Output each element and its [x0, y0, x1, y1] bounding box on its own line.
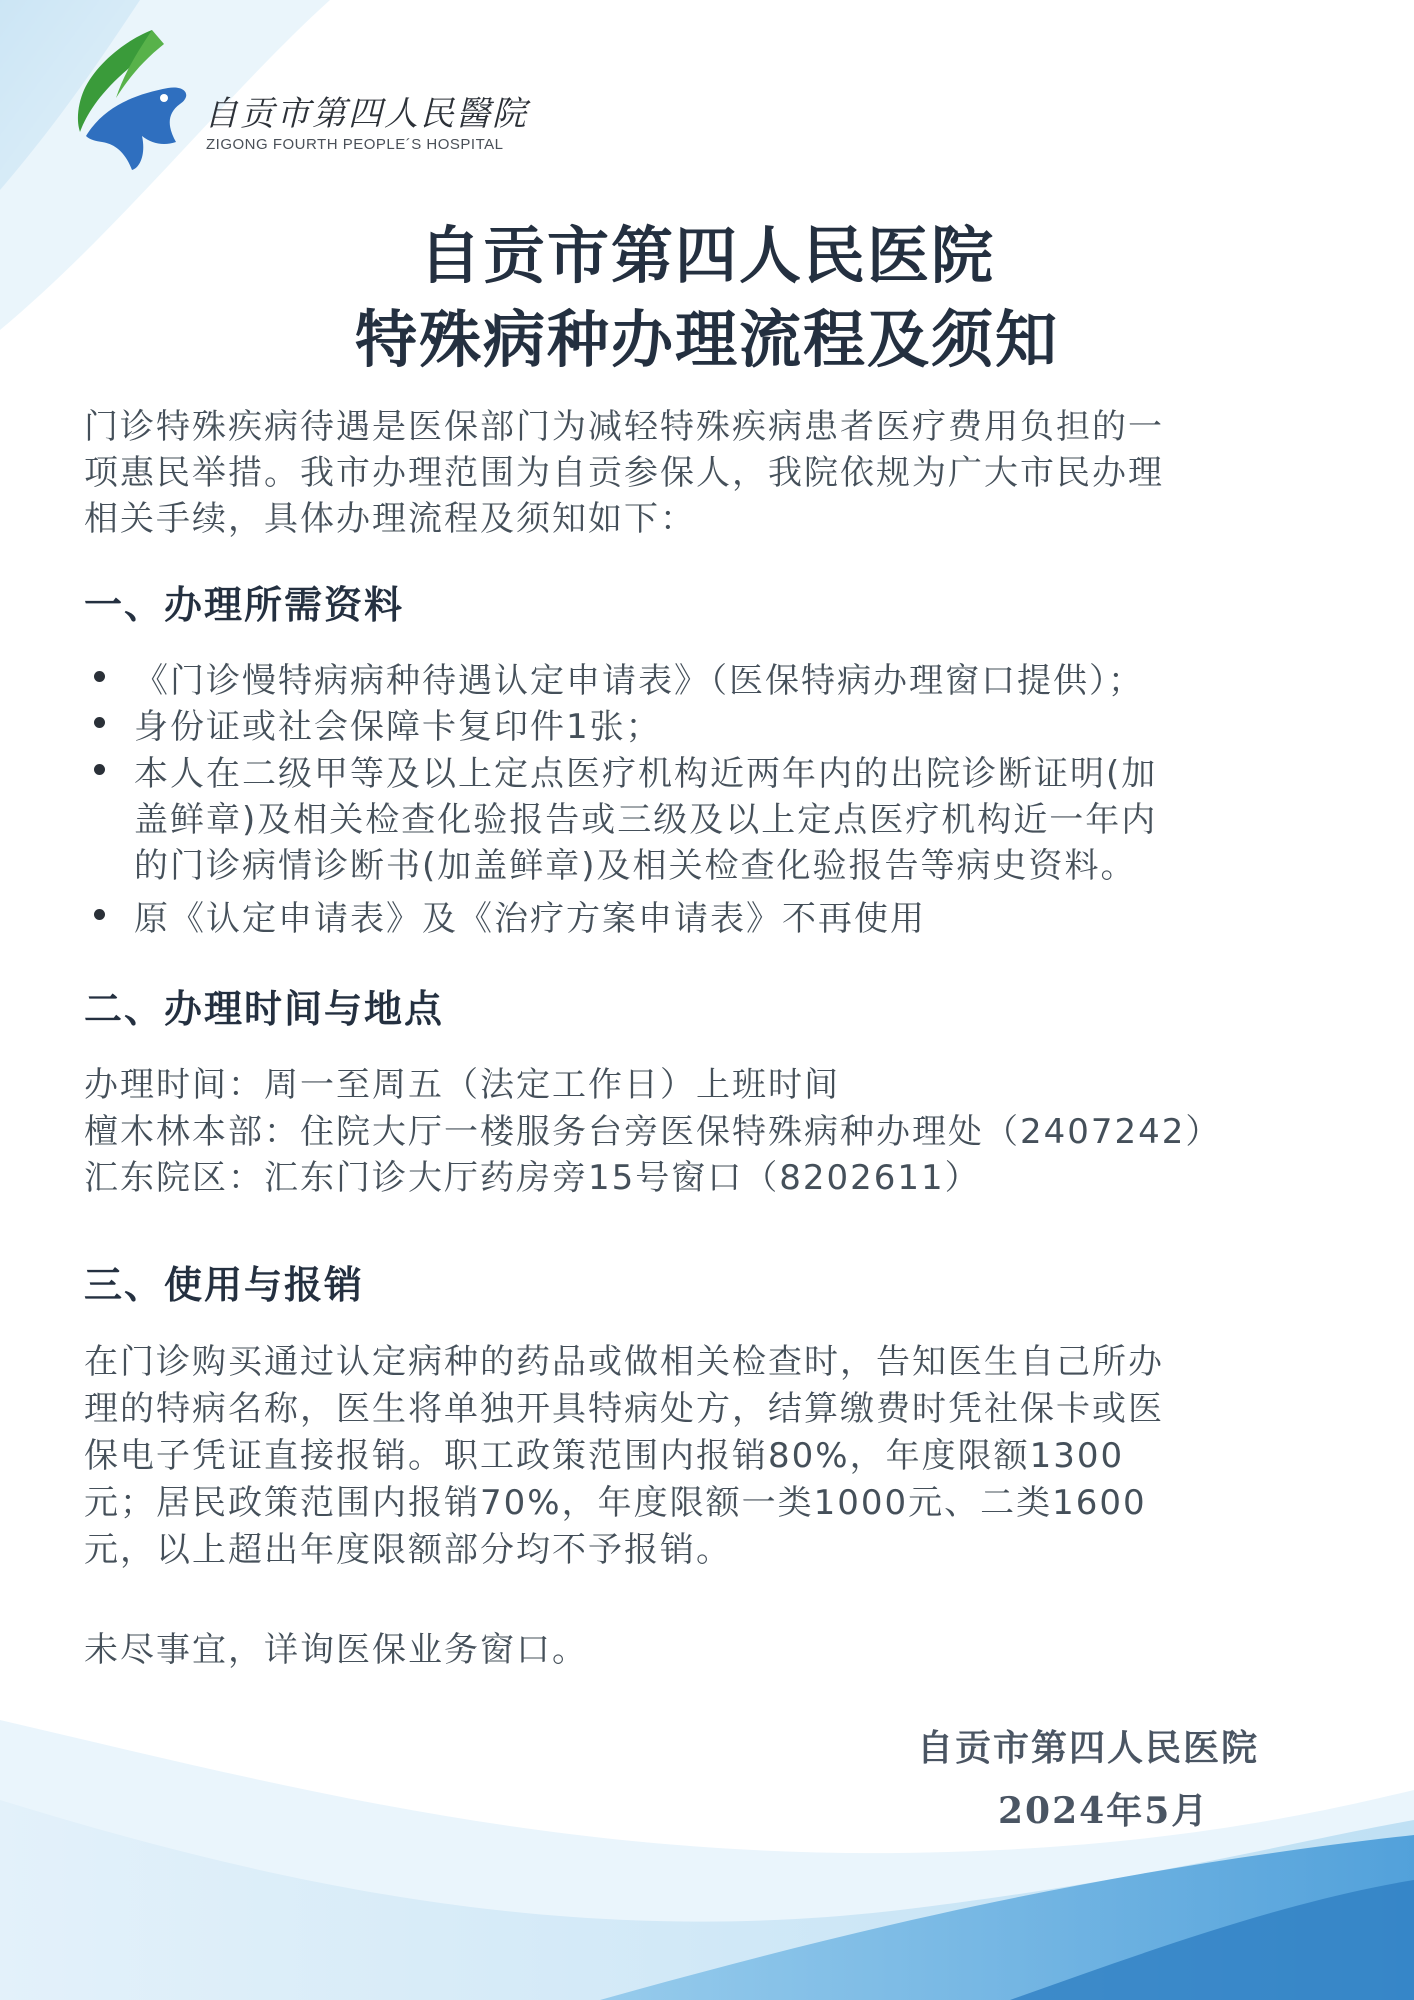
bullet-dot-icon: [94, 764, 105, 775]
time-location-line: 办理时间：周一至周五（法定工作日）上班时间: [84, 1065, 840, 1105]
page-title-line-1: 自贡市第四人民医院: [418, 219, 995, 292]
reimbursement-line: 元；居民政策范围内报销70%，年度限额一类1000元、二类1600: [84, 1483, 1147, 1523]
bullet-dot-icon: [94, 717, 105, 728]
section-2-heading: 二、办理时间与地点: [84, 986, 445, 1031]
section-3-heading: 三、使用与报销: [84, 1262, 365, 1307]
hospital-logo: [56, 24, 526, 174]
signature-date: 2024年5月: [998, 1790, 1210, 1832]
intro-line: 门诊特殊疾病待遇是医保部门为减轻特殊疾病患者医疗费用负担的一: [84, 407, 1164, 447]
logo-english-name: ZIGONG FOURTH PEOPLE´S HOSPITAL: [206, 136, 504, 153]
reimbursement-line: 理的特病名称，医生将单独开具特病处方，结算缴费时凭社保卡或医: [84, 1389, 1164, 1429]
page-title-line-2: 特殊病种办理流程及须知: [354, 303, 1059, 376]
list-item-text: 本人在二级甲等及以上定点医疗机构近两年内的出院诊断证明(加: [134, 754, 1158, 794]
reimbursement-line: 在门诊购买通过认定病种的药品或做相关检查时，告知医生自己所办: [84, 1342, 1164, 1382]
closing-note: 未尽事宜，详询医保业务窗口。: [84, 1630, 588, 1670]
hospital-emblem-icon: [56, 24, 196, 174]
reimbursement-line: 保电子凭证直接报销。职工政策范围内报销80%，年度限额1300: [84, 1436, 1125, 1476]
reimbursement-line: 元，以上超出年度限额部分均不予报销。: [84, 1530, 732, 1570]
intro-line: 相关手续，具体办理流程及须知如下：: [84, 499, 696, 539]
list-item-text: 盖鲜章)及相关检查化验报告或三级及以上定点医疗机构近一年内: [134, 800, 1158, 840]
list-item-text: 原《认定申请表》及《治疗方案申请表》不再使用: [134, 899, 926, 939]
list-item-text: 的门诊病情诊断书(加盖鲜章)及相关检查化验报告等病史资料。: [134, 846, 1137, 886]
logo-chinese-name: 自贡市第四人民醫院: [204, 94, 528, 134]
bullet-dot-icon: [94, 671, 105, 682]
bullet-dot-icon: [94, 909, 105, 920]
time-location-line: 檀木林本部：住院大厅一楼服务台旁医保特殊病种办理处（2407242）: [84, 1112, 1222, 1152]
signature-org: 自贡市第四人民医院: [917, 1727, 1260, 1769]
time-location-line: 汇东院区：汇东门诊大厅药房旁15号窗口（8202611）: [84, 1158, 981, 1198]
list-item-text: 《门诊慢特病病种待遇认定申请表》（医保特病办理窗口提供）；: [134, 661, 1144, 701]
section-1-heading: 一、办理所需资料: [84, 582, 405, 627]
intro-line: 项惠民举措。我市办理范围为自贡参保人，我院依规为广大市民办理: [84, 453, 1164, 493]
list-item-text: 身份证或社会保障卡复印件1张；: [134, 707, 662, 747]
